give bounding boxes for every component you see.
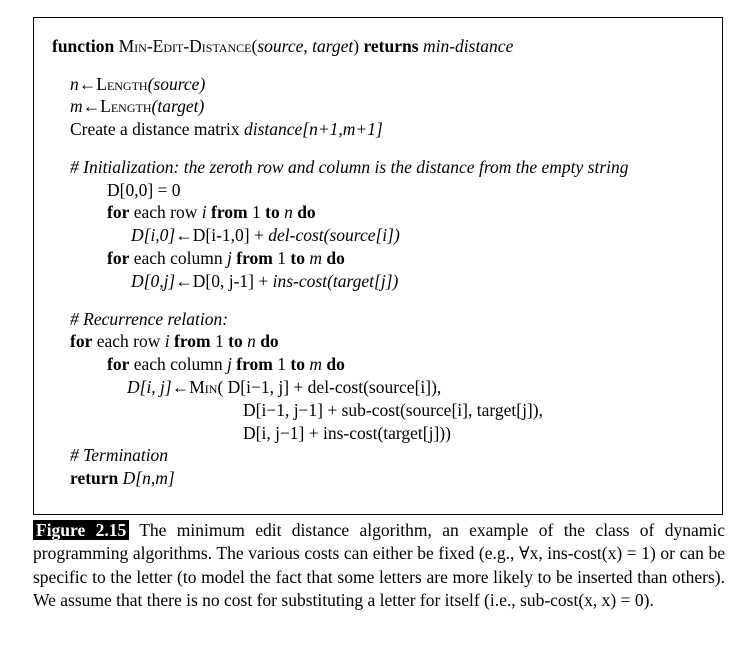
- init-col-assign: D[0,j]←D[0, j-1] + ins-cost(target[j]): [131, 271, 399, 291]
- function-signature: function Min-Edit-Distance(source, target) returns min-distance: [52, 36, 514, 56]
- recurrence-col-loop: for each column j from 1 to m do: [107, 354, 345, 374]
- init-row-assign: D[i,0]←D[i-1,0] + del-cost(source[i]): [131, 225, 400, 245]
- function-name: Min-Edit-Distance: [118, 36, 252, 56]
- init-row-loop: for each row i from 1 to n do: [107, 202, 316, 222]
- recurrence-comment: # Recurrence relation:: [70, 309, 229, 329]
- recurrence-row-loop: for each row i from 1 to n do: [70, 331, 279, 351]
- return-line: return D[n,m]: [70, 468, 175, 488]
- recurrence-min-line2: D[i−1, j−1] + sub-cost(source[i], target[j]),: [243, 400, 543, 420]
- caption-text: The minimum edit distance algorithm, an example of the class of dynamic programming algorithms. The various costs can either be fixed (e.g., ∀x, ins-cost(x) = 1) or can be specific to the letter (to model the fact that some letters are more likely to be inserted than others). We assume that there is no cost for substituting a letter for itself (i.e., sub-cost(x, x) = 0).: [33, 520, 725, 611]
- termination-comment: # Termination: [70, 445, 169, 465]
- recurrence-min-line1: D[i, j]←Min( D[i−1, j] + del-cost(source[i]),: [127, 377, 442, 397]
- assign-m-line: m←Length(target): [70, 96, 205, 116]
- recurrence-min-line3: D[i, j−1] + ins-cost(target[j])): [243, 423, 451, 443]
- figure-label: Figure 2.15: [33, 520, 129, 540]
- init-d00-line: D[0,0] = 0: [107, 180, 181, 200]
- assign-n-line: n←Length(source): [70, 74, 206, 94]
- figure-caption: [33, 519, 725, 613]
- init-comment: # Initialization: the zeroth row and column is the distance from the empty string: [70, 157, 629, 177]
- init-col-loop: for each column j from 1 to m do: [107, 248, 345, 268]
- create-matrix-line: Create a distance matrix distance[n+1,m+1]: [70, 119, 383, 139]
